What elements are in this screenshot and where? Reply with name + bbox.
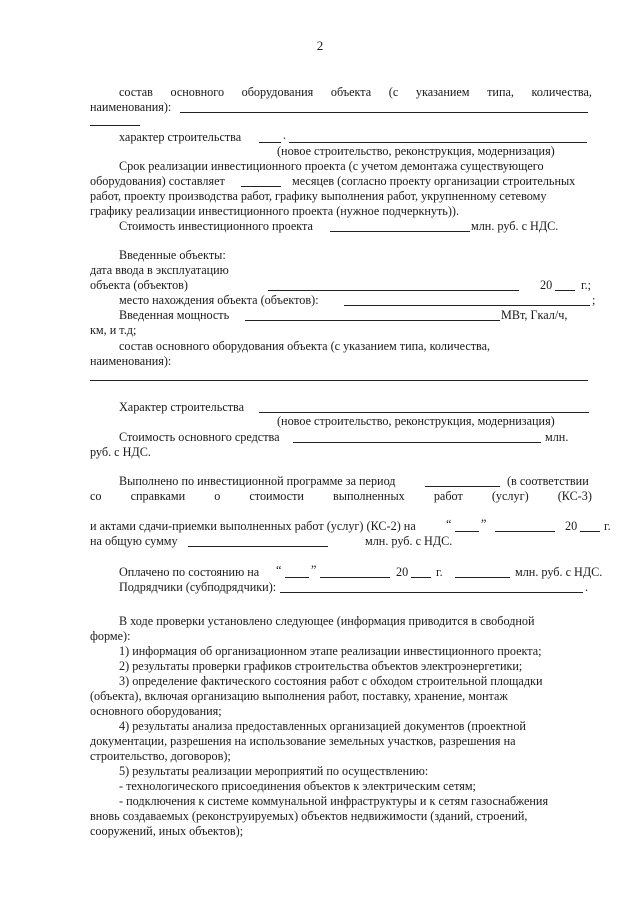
check-item-3-line-3: основного оборудования;: [90, 704, 222, 718]
acts-date-close: ”: [481, 517, 487, 531]
page-number: 2: [316, 38, 324, 53]
capacity-blank: [245, 320, 500, 321]
acts-day-blank: [455, 531, 479, 532]
check-line-1: В ходе проверки установлено следующее (информация приводится в свободной: [119, 614, 535, 628]
check-item-3-line-2: (объекта), включая организацию выполнения работ, поставку, хранение, монтаж: [90, 689, 508, 703]
construction-blank-b: [289, 142, 587, 143]
check-dash-2-line-3: сооружений, иных объектов);: [90, 824, 244, 838]
construction-blank-a: [259, 142, 281, 143]
check-item-5: 5) результаты реализации мероприятий по осуществлению:: [119, 764, 429, 778]
commissioning-year-blank: [555, 290, 575, 291]
location-label: место нахождения объекта (объектов):: [119, 293, 319, 307]
paid-day-blank: [285, 577, 309, 578]
paid-month-blank: [320, 577, 390, 578]
capacity-unit: МВт, Гкал/ч,: [501, 308, 568, 322]
asset-cost-blank: [293, 442, 541, 443]
paid-year-blank: [411, 577, 431, 578]
construction-dot: .: [283, 128, 287, 142]
equipment2-line-2: наименования):: [90, 354, 172, 368]
check-dash-1: - технологического присоединения объектов к электрическим сетям;: [119, 779, 476, 793]
commissioning-year-prefix: 20: [540, 278, 553, 292]
acts-date-open: “: [446, 517, 452, 531]
term-line-4: графику реализации инвестиционного проекта (нужное подчеркнуть)).: [90, 204, 460, 218]
paid-year-suffix: г.: [436, 565, 443, 579]
acts-year-prefix: 20: [565, 519, 578, 533]
equipment-line-1: состав основного оборудования объекта (с указанием типа, количества,: [119, 85, 592, 99]
term-line-1: Срок реализации инвестиционного проекта (с учетом демонтажа существующего: [119, 159, 544, 173]
done-period-blank: [425, 486, 500, 487]
asset-cost-unit-2: руб. с НДС.: [90, 445, 151, 459]
done-line-2: со справками о стоимости выполненных работ (услуг) (КС-3): [90, 489, 592, 503]
paid-unit: млн. руб. с НДС.: [515, 565, 603, 579]
location-blank: [344, 305, 590, 306]
term-line-2b: месяцев (согласно проекту организации строительных: [292, 174, 576, 188]
term-line-3: работ, проекту производства работ, графику выполнения работ, укрупненному сетевому: [90, 189, 547, 203]
term-line-2a: оборудования) составляет: [90, 174, 225, 188]
check-item-4-line-3: строительство, договоров);: [90, 749, 231, 763]
done-accordance: (в соответствии: [507, 474, 589, 488]
commissioning-date-blank: [268, 290, 519, 291]
acts-label: и актами сдачи-приемки выполненных работ (услуг) (КС-2) на: [90, 519, 416, 533]
sum-blank: [188, 546, 328, 547]
equipment-line-2: наименования):: [90, 100, 172, 114]
commissioning-date-line-1: дата ввода в эксплуатацию: [90, 263, 229, 277]
term-months-blank: [241, 186, 281, 187]
contractors-blank: [280, 592, 583, 593]
contractors-end: .: [585, 580, 589, 594]
construction2-hint: (новое строительство, реконструкция, модернизация): [277, 414, 555, 428]
project-cost-label: Стоимость инвестиционного проекта: [119, 219, 313, 233]
construction-label: характер строительства: [119, 130, 242, 144]
project-cost-blank: [330, 231, 470, 232]
sum-unit: млн. руб. с НДС.: [365, 534, 453, 548]
acts-month-blank: [495, 531, 555, 532]
paid-amount-blank: [455, 577, 510, 578]
equipment2-blank: [90, 380, 588, 381]
check-dash-2-line-2: вновь создаваемых (реконструируемых) объектов недвижимости (зданий, строений,: [90, 809, 528, 823]
construction2-blank: [259, 412, 589, 413]
paid-date-close: ”: [311, 563, 317, 577]
paid-date-open: “: [276, 563, 282, 577]
capacity-label: Введенная мощность: [119, 308, 230, 322]
introduced-heading: Введенные объекты:: [119, 248, 226, 262]
equipment-blank: [180, 112, 588, 113]
acts-year-suffix: г.: [604, 519, 611, 533]
check-dash-2-line-1: - подключения к системе коммунальной инфраструктуры и к сетям газоснабжения: [119, 794, 549, 808]
paid-label: Оплачено по состоянию на: [119, 565, 260, 579]
equipment-blank-short: [90, 125, 140, 126]
commissioning-year-suffix: г.;: [581, 278, 592, 292]
paid-year-prefix: 20: [396, 565, 409, 579]
asset-cost-unit: млн.: [545, 430, 569, 444]
check-item-4-line-2: документации, разрешения на использование земельных участков, разрешения на: [90, 734, 516, 748]
check-item-1: 1) информация об организационном этапе реализации инвестиционного проекта;: [119, 644, 542, 658]
location-end: ;: [592, 293, 596, 307]
capacity-unit-2: км, и т.д;: [90, 323, 137, 337]
project-cost-unit: млн. руб. с НДС.: [471, 219, 559, 233]
construction-hint: (новое строительство, реконструкция, модернизация): [277, 144, 555, 158]
commissioning-date-line-2: объекта (объектов): [90, 278, 188, 292]
check-item-3-line-1: 3) определение фактического состояния работ с обходом строительной площадки: [119, 674, 543, 688]
acts-year-blank: [580, 531, 600, 532]
check-line-2: форме):: [90, 629, 131, 643]
asset-cost-label: Стоимость основного средства: [119, 430, 280, 444]
contractors-label: Подрядчики (субподрядчики):: [119, 580, 277, 594]
sum-label: на общую сумму: [90, 534, 178, 548]
equipment2-line-1: состав основного оборудования объекта (с указанием типа, количества,: [119, 339, 491, 353]
check-item-2: 2) результаты проверки графиков строительства объектов электроэнергетики;: [119, 659, 523, 673]
check-item-4-line-1: 4) результаты анализа предоставленных организацией документов (проектной: [119, 719, 526, 733]
construction2-label: Характер строительства: [119, 400, 245, 414]
done-label: Выполнено по инвестиционной программе за период: [119, 474, 396, 488]
